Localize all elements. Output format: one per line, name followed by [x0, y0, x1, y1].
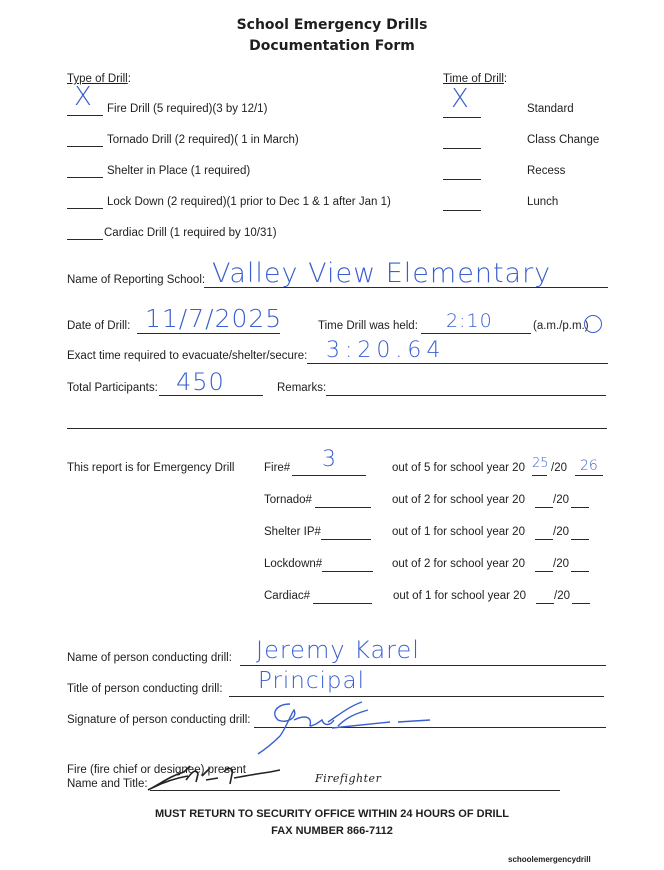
report-row-label: Fire#	[264, 462, 291, 474]
report-row-text: out of 5 for school year 20	[392, 462, 525, 474]
time-held-value: 2:10	[446, 310, 493, 332]
year-start-field[interactable]	[535, 571, 553, 572]
drill-type-label: Lock Down (2 required)(1 prior to Dec 1 & 1 after Jan 1)	[107, 196, 391, 208]
report-row-label: Tornado#	[264, 494, 312, 506]
date-field[interactable]	[137, 333, 280, 334]
report-count-field[interactable]	[315, 507, 371, 508]
ampm-label: (a.m./p.m.)	[533, 320, 589, 332]
conductor-title-label: Title of person conducting drill:	[67, 683, 223, 695]
time-of-drill-heading: Time of Drill:	[443, 73, 508, 85]
year-end-field[interactable]	[572, 603, 590, 604]
report-count-value: 3	[322, 447, 337, 472]
conductor-title-field[interactable]	[229, 696, 604, 697]
date-value: 11/7/2025	[145, 304, 283, 333]
time-option-label: Lunch	[527, 196, 559, 208]
year-separator: /20	[551, 462, 567, 474]
year-start-value: 25	[532, 456, 549, 471]
year-separator: /20	[553, 526, 569, 538]
year-end-value: 26	[580, 458, 598, 474]
drill-type-label: Fire Drill (5 required)(3 by 12/1)	[107, 103, 268, 115]
time-held-field[interactable]	[421, 333, 531, 334]
remarks-label: Remarks:	[277, 382, 327, 394]
participants-label: Total Participants:	[67, 382, 158, 394]
report-count-field[interactable]	[313, 603, 372, 604]
year-separator: /20	[553, 558, 569, 570]
evac-time-label: Exact time required to evacuate/shelter/secure:	[67, 350, 308, 362]
year-start-field[interactable]	[532, 475, 547, 476]
form-id: schoolemergencydrill	[508, 855, 591, 864]
evac-time-value: 3:20.64	[326, 338, 446, 363]
report-row-text: out of 1 for school year 20	[392, 526, 525, 538]
check-mark-x: X	[74, 82, 93, 112]
year-start-field[interactable]	[536, 603, 554, 604]
year-separator: /20	[554, 590, 570, 602]
report-count-field[interactable]	[321, 539, 371, 540]
year-end-field[interactable]	[575, 475, 603, 476]
date-label: Date of Drill:	[67, 320, 131, 332]
school-name-label: Name of Reporting School:	[67, 274, 206, 286]
conductor-signature-scribble	[250, 698, 440, 758]
drill-type-label: Shelter in Place (1 required)	[107, 165, 251, 177]
time-option-label: Standard	[527, 103, 574, 115]
report-row-label: Shelter IP#	[264, 526, 321, 538]
report-count-field[interactable]	[292, 475, 366, 476]
year-separator: /20	[553, 494, 569, 506]
year-start-field[interactable]	[535, 507, 553, 508]
fire-official-title-value: Firefighter	[315, 772, 382, 785]
report-row-text: out of 2 for school year 20	[392, 558, 525, 570]
conductor-title-value: Principal	[258, 668, 366, 694]
participants-value: 450	[176, 368, 225, 396]
conductor-name-value: Jeremy Karel	[256, 636, 420, 664]
year-end-field[interactable]	[571, 507, 589, 508]
report-row-text: out of 1 for school year 20	[393, 590, 526, 602]
report-row-label: Lockdown#	[264, 558, 323, 570]
check-mark-x: X	[451, 84, 470, 114]
conductor-name-field[interactable]	[240, 665, 606, 666]
year-start-field[interactable]	[535, 539, 553, 540]
drill-type-label: Tornado Drill (2 required)( 1 in March)	[107, 134, 299, 146]
report-label: This report is for Emergency Drill	[67, 462, 235, 474]
year-end-field[interactable]	[571, 571, 589, 572]
year-end-field[interactable]	[571, 539, 589, 540]
time-option-label: Class Change	[527, 134, 600, 146]
evac-time-field[interactable]	[307, 363, 608, 364]
conductor-signature-label: Signature of person conducting drill:	[67, 714, 251, 726]
fire-official-label-line2: Name and Title:	[67, 778, 148, 790]
form-title-line2: Documentation Form	[249, 38, 415, 54]
report-row-label: Cardiac#	[264, 590, 311, 602]
time-option-label: Recess	[527, 165, 566, 177]
fax-number: FAX NUMBER 866-7112	[271, 825, 393, 837]
report-row-text: out of 2 for school year 20	[392, 494, 525, 506]
report-count-field[interactable]	[322, 571, 373, 572]
remarks-field[interactable]	[326, 395, 606, 396]
fire-official-label-line1: Fire (fire chief or designee) present	[67, 764, 246, 776]
type-of-drill-heading: Type of Drill:	[67, 73, 131, 85]
pm-circle-mark	[584, 315, 602, 333]
conductor-name-label: Name of person conducting drill:	[67, 652, 232, 664]
time-held-label: Time Drill was held:	[318, 320, 418, 332]
form-title-line1: School Emergency Drills	[236, 17, 428, 33]
school-name-value: Valley View Elementary	[212, 258, 552, 289]
fire-official-signature-scribble	[140, 760, 290, 796]
remarks-field-line2[interactable]	[67, 428, 607, 429]
return-notice: MUST RETURN TO SECURITY OFFICE WITHIN 24 HOURS OF DRILL	[154, 808, 510, 820]
drill-type-label: Cardiac Drill (1 required by 10/31)	[104, 227, 277, 239]
